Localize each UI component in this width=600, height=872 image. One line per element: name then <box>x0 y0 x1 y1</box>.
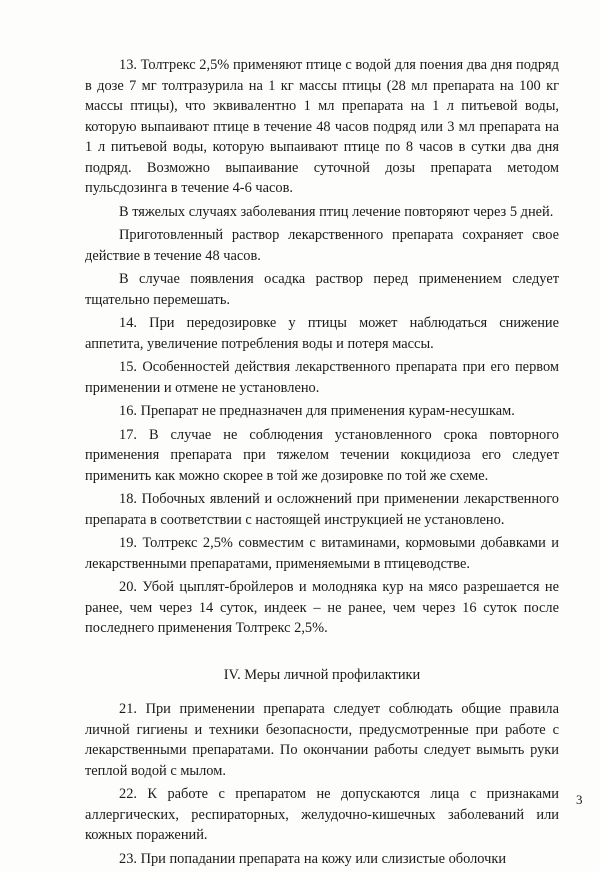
paragraph-15: 15. Особенностей действия лекарственного препарата при его первом применении и отмене не установлено. <box>85 359 559 396</box>
paragraph-18: 18. Побочных явлений и осложнений при применении лекарственного препарата в соответствии с настоящей инструкцией не установлено. <box>85 491 559 528</box>
paragraph-22: 22. К работе с препаратом не допускаются лица с признаками аллергических, респираторных, желудочно-кишечных заболеваний или кожных поражений. <box>85 786 559 843</box>
paragraph-prepared-solution: Приготовленный раствор лекарственного препарата сохраняет свое действие в течение 48 часов. <box>85 227 559 264</box>
paragraph-21: 21. При применении препарата следует соблюдать общие правила личной гигиены и техники безопасности, предусмотренные при работе с лекарственными препаратами. По окончании работы следует вымыть руки теплой водой с мылом. <box>85 701 559 779</box>
paragraph-severe-cases: В тяжелых случаях заболевания птиц лечение повторяют через 5 дней. <box>119 203 554 220</box>
section-heading: IV. Меры личной профилактики <box>223 666 421 683</box>
paragraph-14: 14. При передозировке у птицы может наблюдаться снижение аппетита, увеличение потребления воды и потеря массы. <box>85 315 559 352</box>
page-number: 3 <box>576 792 583 807</box>
paragraph-13: 13. Толтрекс 2,5% применяют птице с водой для поения два дня подряд в дозе 7 мг толтразурила на 1 кг массы птицы (28 мл препарата на 100 кг массы птицы), что эквивалентно 1 мл препарата на 1 л питьевой воды, которую выпаивают птице в течение 48 часов подряд или 3 мл препарата на 1 л питьевой воды, которую выпаивают птице по 8 часов в сутки два дня подряд. Возможно выпаивание суточной дозы препарата методом пульсдозинга в течение 4-6 часов. <box>85 57 559 196</box>
paragraph-17: 17. В случае не соблюдения установленного срока повторного применения препарата при тяжелом течении кокцидиоза его следует применить как можно скорее в той же дозировке по той же схеме. <box>85 426 559 484</box>
paragraph-16: 16. Препарат не предназначен для применения курам-несушкам. <box>119 403 515 419</box>
paragraph-19: 19. Толтрекс 2,5% совместим с витаминами, кормовыми добавками и лекарственными препаратами, применяемыми в птицеводстве. <box>85 535 559 572</box>
paragraph-20: 20. Убой цыплят-бройлеров и молодняка кур на мясо разрешается не ранее, чем через 14 суток, индеек – не ранее, чем через 16 суток после последнего применения Толтрекс 2,5%. <box>85 579 559 636</box>
paragraph-23: 23. При попадании препарата на кожу или слизистые оболочки <box>119 850 507 867</box>
document-body <box>85 55 559 872</box>
paragraph-sediment: В случае появления осадка раствор перед применением следует тщательно перемешать. <box>85 271 559 308</box>
